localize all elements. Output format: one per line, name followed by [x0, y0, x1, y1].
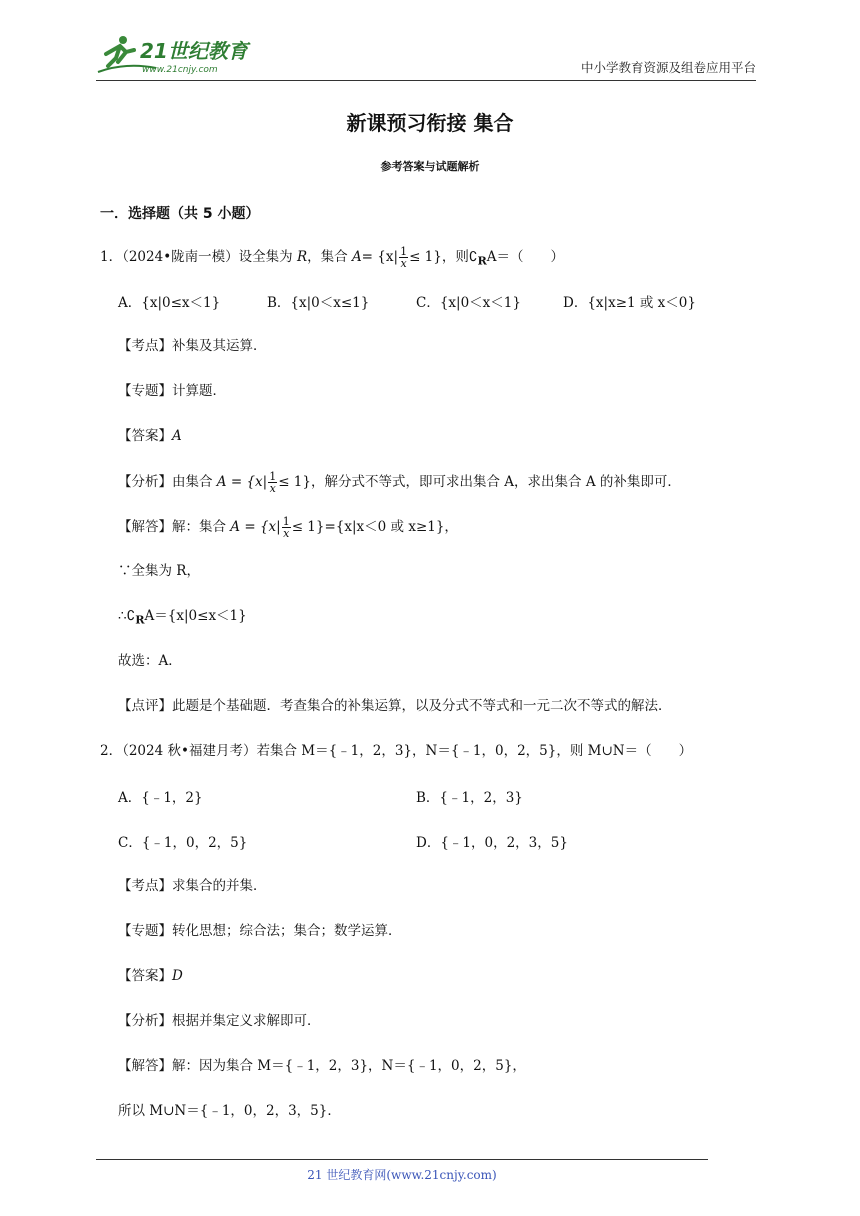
q2-option-a: A．{﹣1，2}: [118, 790, 203, 806]
q2-stem: 2．（2024 秋•福建月考）若集合 M＝{﹣1，2，3}，N＝{﹣1，0，2，5}，则 M∪N＝（ ）: [100, 743, 693, 759]
fraction: $\frac{1}{x}$: [282, 515, 290, 540]
q2-fenxi: 【分析】根据并集定义求解即可．: [118, 1013, 321, 1029]
q2-zhuanti: 【专题】转化思想；综合法；集合；数学运算．: [118, 923, 402, 939]
q1-zhuanti: 【专题】计算题．: [118, 383, 226, 399]
q1-choice: 故选：A．: [118, 653, 182, 669]
q1-jieda: 【解答】解：集合 A = {x| $\frac{1}{x}$ ≤ 1}={x|x＜0 或 x≥1}，: [118, 515, 458, 540]
q1-option-b: B．{x|0＜x≤1}: [267, 295, 370, 311]
q1-because: ∵全集为 R，: [118, 563, 200, 579]
svg-text:21世纪教育: 21世纪教育: [140, 39, 248, 63]
q2-answer: 【答案】D: [118, 968, 183, 984]
logo: [96, 32, 266, 76]
q1-fenxi: 【分析】由集合 A = {x| $\frac{1}{x}$ ≤ 1}，解分式不等式，即可求出集合 A，求出集合 A 的补集即可．: [118, 470, 681, 495]
q1-stem: 1．（2024•陇南一模）设全集为 R，集合 A= {x| $\frac{1}{x}$ ≤ 1}，则$∁_RA=$（ ）: [100, 245, 565, 270]
q2-kaodian: 【考点】求集合的并集．: [118, 878, 267, 894]
q2-jieda: 【解答】解：因为集合 M＝{﹣1，2，3}，N＝{﹣1，0，2，5}，: [118, 1058, 526, 1074]
q1-option-c: C．{x|0＜x＜1}: [416, 295, 521, 311]
page-subtitle: 参考答案与试题解析: [380, 160, 480, 173]
q1-therefore: $\therefore∁_RA=\{x|0\le x<1\}$: [118, 608, 247, 627]
page-header: [96, 30, 756, 81]
q2-option-d: D．{﹣1，0，2，3，5}: [416, 835, 568, 851]
q1-answer: 【答案】A: [118, 428, 182, 444]
page-footer: 21 世纪教育网(www.21cnjy.com): [307, 1168, 497, 1182]
page-title: 新课预习衔接 集合: [346, 111, 514, 135]
section-heading: 一．选择题（共 5 小题）: [100, 206, 260, 222]
q1-dianping: 【点评】此题是个基础题．考查集合的补集运算，以及分式不等式和一元二次不等式的解法．: [118, 698, 672, 714]
q1-option-d: D．{x|x≥1 或 x＜0}: [563, 295, 696, 311]
q2-option-c: C．{﹣1，0，2，5}: [118, 835, 248, 851]
platform-name: 中小学教育资源及组卷应用平台: [580, 60, 756, 75]
q2-option-b: B．{﹣1，2，3}: [416, 790, 523, 806]
fraction: $\frac{1}{x}$: [269, 470, 277, 495]
q1-kaodian: 【考点】补集及其运算．: [118, 338, 267, 354]
fraction: $\frac{1}{x}$: [400, 245, 408, 270]
footer-divider: [96, 1159, 708, 1160]
svg-text:www.21cnjy.com: www.21cnjy.com: [142, 65, 218, 75]
q2-result: 所以 M∪N＝{﹣1，0，2，3，5}．: [118, 1103, 341, 1119]
q1-option-a: A．{x|0≤x＜1}: [118, 295, 221, 311]
